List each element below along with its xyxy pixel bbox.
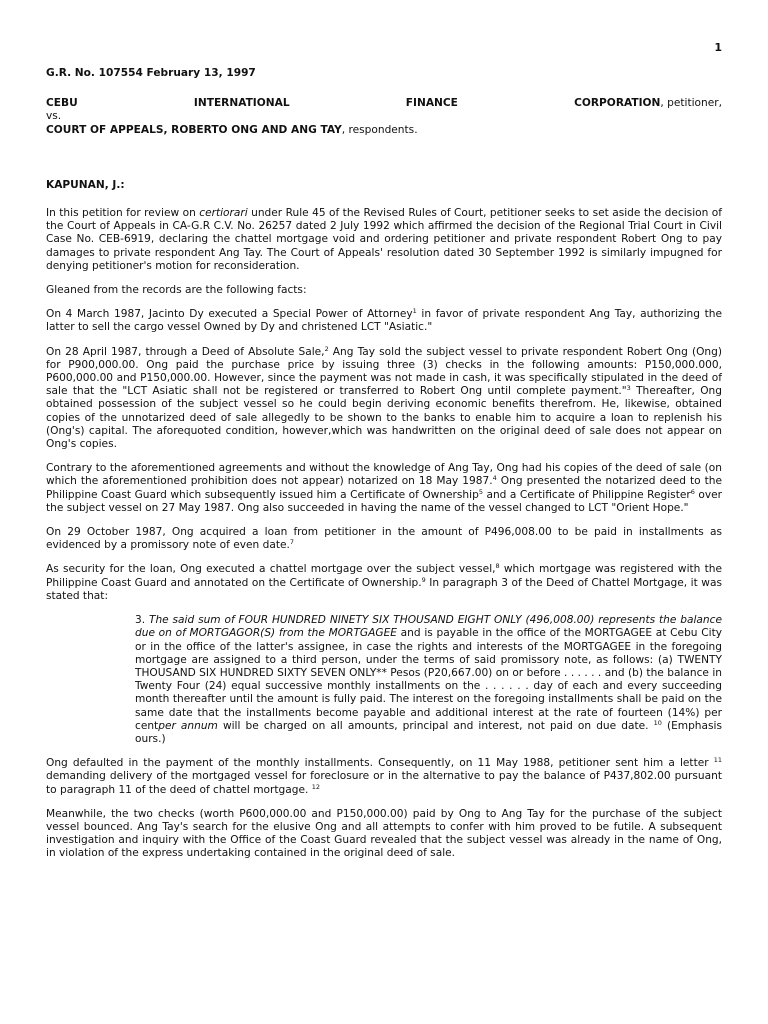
- footnote-ref[interactable]: 4: [492, 474, 497, 483]
- footnote-ref[interactable]: 7: [289, 538, 295, 547]
- decision-body: [46, 67, 722, 872]
- footnote-ref[interactable]: 6: [690, 487, 695, 496]
- paragraph: As security for the loan, Ong executed a chattel mortgage over the subject vessel,$^8$ which mortgage was registered with the Philippine Coast Guard and annotated on the Certificate of Ownership.$^9$ In paragraph 3 of the Deed of Chattel Mortgage, it was stated that:: [46, 562, 723, 602]
- paragraph: Meanwhile, the two checks (worth P600,000.00 and P150,000.00) paid by Ong to Ang Tay for the purchase of the subject vessel bounced. Ang Tay's search for the elusive Ong and all attempts to confer with him proved to be futile. A subsequent investigation and inquiry with the Office of the Coast Guard revealed that the subject vessel was already in the name of Ong, in violation of the express undertaking contained in the original deed of sale.: [46, 807, 722, 860]
- footnote-ref[interactable]: 8: [495, 562, 500, 571]
- petitioner-word: FINANCE: [405, 97, 458, 110]
- paragraph: On 4 March 1987, Jacinto Dy executed a Special Power of Attorney$^1$ in favor of private respondent Ang Tay, authorizing the latter to sell the cargo vessel Owned by Dy and christened LCT "Asiatic.": [46, 307, 722, 334]
- petitioner-word: CEBU: [46, 97, 78, 110]
- page-number: 1: [714, 41, 722, 54]
- petitioner-last: CORPORATION, petitioner,: [574, 97, 722, 110]
- footnote-ref[interactable]: 10: [653, 718, 662, 727]
- paragraph: Gleaned from the records are the following facts:: [46, 284, 307, 297]
- paragraph: On 28 April 1987, through a Deed of Absolute Sale,$^2$ Ang Tay sold the subject vessel to private respondent Robert Ong (Ong) for P900,000.00. Ong paid the purchase price by issuing three (3) checks in the following amounts: P150,000.000, P600,000.00 and P150,000.00. However, since the payment was not made in cash, it was specifically stipulated in the deed of sale that the "LCT Asiatic shall not be registered or transferred to Robert Ong until complete payment."$^3$ Thereafter, Ong obtained possession of the subject vessel so he could begin deriving economic benefits therefrom. He, likewise, obtained copies of the unnotarized deed of sale allegedly to be shown to the banks to enable him to acquire a loan to replenish his (Ong's) capital. The aforequoted condition, however,which was handwritten on the original deed of sale does not appear on Ong's copies.: [46, 344, 722, 451]
- footnote-ref[interactable]: 9: [421, 575, 426, 584]
- footnote-ref[interactable]: 2: [324, 344, 329, 353]
- footnote-ref[interactable]: 11: [713, 756, 722, 765]
- respondents-line: COURT OF APPEALS, ROBERTO ONG AND ANG TAY, respondents.: [46, 123, 418, 136]
- petitioner-word: INTERNATIONAL: [193, 97, 290, 110]
- footnote-ref[interactable]: 3: [626, 384, 631, 393]
- case-number: G.R. No. 107554 February 13, 1997: [46, 67, 256, 79]
- footnote-ref[interactable]: 12: [311, 782, 321, 791]
- paragraph: On 29 October 1987, Ong acquired a loan from petitioner in the amount of P496,008.00 to be paid in installments as evidenced by a promissory note of even date.$^7$: [46, 526, 722, 552]
- footnote-ref[interactable]: 5: [478, 487, 483, 496]
- paragraph: Ong defaulted in the payment of the monthly installments. Consequently, on 11 May 1988, petitioner sent him a letter $^{11}$ demanding delivery of the mortgaged vessel for foreclosure or in the alternative to pay the balance of P437,802.00 pursuant to paragraph 11 of the deed of chattel mortgage. $^{12}$: [46, 756, 722, 796]
- paragraph: In this petition for review on certiorari under Rule 45 of the Revised Rules of Court, petitioner seeks to set aside the decision of the Court of Appeals in CA-G.R C.V. No. 26257 dated 2 July 1992 which affirmed the decision of the Regional Trial Court in Civil Case No. CEB-6919, declaring the chattel mortgage void and ordering petitioner and private respondent Robert Ong to pay damages to private respondent Ang Tay. The Court of Appeals' resolution dated 30 September 1992 is similarly impugned for denying petitioner's motion for reconsideration.: [46, 207, 722, 272]
- versus: vs.: [46, 110, 62, 123]
- respondents-names: COURT OF APPEALS, ROBERTO ONG AND ANG TAY: [46, 123, 342, 136]
- block-quote: 3. The said sum of FOUR HUNDRED NINETY SIX THOUSAND EIGHT ONLY (496,008.00) represents the balance due on of MORTGAGOR(S) from the MORTGAGEE and is payable in the office of the MORTGAGEE at Cebu City or in the office of the latter's assignee, in case the rights and interests of the MORTGAGEE in the foregoing mortgage are assigned to a third person, under the terms of said promissory note, as follows: (a) TWENTY THOUSAND SIX HUNDRED SIXTY SEVEN ONLY** Pesos (P20,667.00) on or before . . . . . . and (b) the balance in Twenty Four (24) equal successive monthly installments on the . . . . . . day of each and every succeeding month thereafter until the amount is fully paid. The interest on the foregoing installments shall be paid on the same date that the installments become payable and additional interest at the rate of fourteen (14%) per centper annum will be charged on all amounts, principal and interest, not paid on due date. $^{10}$ (Emphasis ours.): [135, 614, 722, 745]
- ponente: KAPUNAN, J.:: [46, 178, 125, 191]
- petitioner-line: [46, 97, 722, 110]
- footnote-ref[interactable]: 1: [412, 307, 417, 316]
- paragraph: Contrary to the aforementioned agreements and without the knowledge of Ang Tay, Ong had his copies of the deed of sale (on which the aforementioned prohibition does not appear) notarized on 18 May 1987.$^4$ Ong presented the notarized deed to the Philippine Coast Guard which subsequently issued him a Certificate of Ownership$^5$ and a Certificate of Philippine Register$^6$ over the subject vessel on 27 May 1987. Ong also succeeded in having the name of the vessel changed to LCT "Orient Hope.": [46, 462, 722, 514]
- case-parties: [46, 97, 722, 137]
